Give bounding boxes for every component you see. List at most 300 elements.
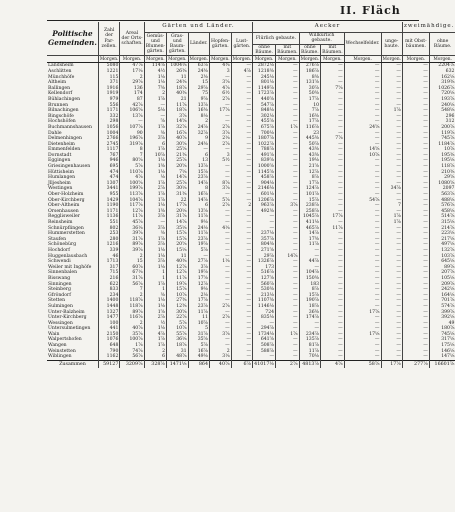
cell-value: —: [402, 63, 429, 69]
cell-value: 100: [98, 321, 119, 327]
cell-value: 2: [120, 321, 144, 327]
cell-value: 2872⅛: [253, 63, 276, 69]
cell-value: 118⅞: [120, 298, 144, 304]
cell-value: 8: [120, 147, 144, 153]
gemeinde-name: Ballingen: [48, 85, 71, 91]
cell-value: —: [402, 169, 429, 175]
cell-value: 24⅜: [188, 69, 209, 75]
cell-value: —: [210, 175, 232, 181]
cell-value: —: [321, 158, 345, 164]
cell-value: 1429: [98, 197, 119, 203]
cell-value: —: [381, 304, 402, 310]
cell-value: 106⅝: [120, 108, 144, 114]
cell-value: —: [231, 242, 252, 248]
cell-value: —: [402, 287, 429, 293]
cell-value: 440⅝: [253, 97, 276, 103]
cell-value: 19⅛: [299, 158, 320, 164]
cell-value: —: [402, 86, 429, 92]
gemeinde-name: Schnürpflingen: [48, 225, 84, 231]
cell-value: ⅜: [144, 231, 166, 237]
col-willk-mit: mit Bäumen.: [322, 44, 343, 55]
cell-value: 4⅞: [144, 332, 166, 338]
cell-value: —: [321, 142, 345, 148]
cell-value: 16⅜: [188, 108, 209, 114]
cell-value: 1107⅜: [253, 298, 276, 304]
cell-value: —: [231, 192, 252, 198]
cell-value: 164⅛: [429, 293, 455, 299]
cell-value: 50⅜: [299, 91, 320, 97]
cell-value: —: [321, 91, 345, 97]
col-lust: Lust-gärten.: [231, 33, 252, 56]
cell-value: —: [402, 298, 429, 304]
cell-value: —: [210, 265, 232, 271]
cell-value: 14⅞: [167, 175, 188, 181]
total-value: 58⅞: [344, 360, 381, 368]
gemeinde-name: Schwendi: [48, 259, 71, 265]
cell-value: 1307: [98, 181, 119, 187]
gemeinde-name: Brunnen: [48, 102, 69, 108]
cell-value: —: [344, 186, 381, 192]
cell-value: 1076: [98, 337, 119, 343]
unit-label: Morgen.: [276, 56, 300, 63]
cell-value: 5⅞: [188, 343, 209, 349]
cell-value: —: [321, 242, 345, 248]
cell-value: —: [381, 153, 402, 159]
cell-value: —: [344, 253, 381, 259]
col-mit-obst: mit Obst-bäumen.: [402, 33, 429, 56]
cell-value: 11⅞: [167, 276, 188, 282]
cell-value: —: [321, 332, 345, 338]
cell-value: —: [321, 281, 345, 287]
cell-value: —: [344, 119, 381, 125]
cell-value: —: [402, 153, 429, 159]
cell-value: 47⅞: [120, 63, 144, 69]
cell-value: —: [276, 158, 300, 164]
cell-value: 1045⅞: [299, 214, 320, 220]
cell-value: —: [210, 214, 232, 220]
cell-value: 23⅞: [188, 237, 209, 243]
cell-value: 724: [253, 309, 276, 315]
cell-value: 104⅞: [120, 197, 144, 203]
cell-value: —: [276, 293, 300, 299]
cell-value: 15⅞: [167, 237, 188, 243]
cell-value: 16⅞: [167, 130, 188, 136]
gemeinde-name: Delmenhingen: [48, 136, 82, 142]
cell-value: 118⅞: [429, 164, 455, 170]
cell-value: 1⅞: [144, 237, 166, 243]
cell-value: —: [344, 142, 381, 148]
cell-value: 315⅛: [429, 220, 455, 226]
cell-value: —: [276, 86, 300, 92]
cell-value: —: [321, 97, 345, 103]
cell-value: 5080: [98, 63, 119, 69]
cell-value: 551: [98, 220, 119, 226]
cell-value: 234⅞: [299, 332, 320, 338]
cell-value: —: [210, 114, 232, 120]
cell-value: —: [231, 169, 252, 175]
gemeinde-name: Wain: [48, 331, 60, 337]
gemeinde-name: Dornstadt: [48, 152, 72, 158]
cell-value: 1⅞: [276, 125, 300, 131]
cell-value: —: [276, 270, 300, 276]
cell-value: 242⅛: [429, 287, 455, 293]
cell-value: 13⅝: [188, 209, 209, 215]
cell-value: 4⅜: [210, 63, 232, 69]
cell-value: —: [231, 158, 252, 164]
cell-value: —: [381, 276, 402, 282]
cell-value: —: [402, 69, 429, 75]
cell-value: 979: [98, 97, 119, 103]
cell-value: 1⅛: [144, 203, 166, 209]
cell-value: —: [276, 248, 300, 254]
cell-value: —: [321, 114, 345, 120]
cell-value: —: [276, 231, 300, 237]
cell-value: —: [344, 97, 381, 103]
cell-value: 492⅜: [253, 209, 276, 215]
cell-value: 11⅞: [299, 242, 320, 248]
cell-value: —: [321, 237, 345, 243]
cell-value: 3441: [98, 186, 119, 192]
cell-value: —: [344, 237, 381, 243]
cell-value: —: [299, 253, 320, 259]
cell-value: —: [231, 343, 252, 349]
cell-value: 11⅞: [321, 225, 345, 231]
cell-value: —: [231, 142, 252, 148]
cell-value: —: [321, 253, 345, 259]
cell-value: —: [210, 231, 232, 237]
cell-value: —: [299, 265, 320, 271]
cell-value: 801⅛: [253, 80, 276, 86]
cell-value: 21: [167, 97, 188, 103]
cell-value: 240⅛: [429, 102, 455, 108]
cell-value: —: [381, 343, 402, 349]
cell-value: 700⅛: [253, 130, 276, 136]
cell-value: —: [402, 108, 429, 114]
cell-value: —: [276, 147, 300, 153]
cell-value: —: [144, 114, 166, 120]
total-value: 3209⅞: [120, 360, 144, 368]
cell-value: —: [402, 326, 429, 332]
cell-value: —: [402, 158, 429, 164]
cell-value: 8⅛: [188, 114, 209, 120]
cell-value: —: [381, 248, 402, 254]
cell-value: —: [381, 125, 402, 131]
cell-value: —: [276, 130, 300, 136]
cell-value: 514⅞: [429, 214, 455, 220]
cell-value: 24⅜: [188, 142, 209, 148]
cell-value: —: [381, 253, 402, 259]
cell-value: 117⅞: [120, 203, 144, 209]
cell-value: 17⅞: [210, 108, 232, 114]
cell-value: 802: [98, 225, 119, 231]
cell-value: 119⅞: [429, 130, 455, 136]
cell-value: —: [402, 225, 429, 231]
cell-value: —: [276, 97, 300, 103]
cell-value: 25⅝: [167, 147, 188, 153]
cell-value: 1⅛: [144, 80, 166, 86]
cell-value: —: [231, 281, 252, 287]
cell-value: —: [381, 80, 402, 86]
cell-value: 465⅞: [299, 225, 320, 231]
cell-value: 7⅜: [144, 86, 166, 92]
cell-value: 195⅛: [429, 158, 455, 164]
cell-value: 4½: [144, 69, 166, 75]
cell-value: 2204⅞: [429, 63, 455, 69]
cell-value: 12⅞: [120, 209, 144, 215]
gemeinde-name: Schönebürg: [48, 242, 77, 248]
cell-value: —: [321, 69, 345, 75]
cell-value: 2766: [98, 136, 119, 142]
cell-value: 12⅜: [167, 304, 188, 310]
cell-value: —: [231, 326, 252, 332]
cell-value: —: [402, 321, 429, 327]
cell-value: 173: [253, 265, 276, 271]
cell-value: 1146⅛: [253, 304, 276, 310]
cell-value: 31⅞: [120, 276, 144, 282]
cell-value: 101⅞: [299, 192, 320, 198]
cell-value: 1056: [98, 125, 119, 131]
cell-value: 6½: [210, 91, 232, 97]
table-body: [47, 63, 455, 368]
unit-label: Morgen.: [120, 56, 144, 63]
total-value: 864: [188, 360, 209, 368]
total-value: 6⅞: [231, 360, 252, 368]
cell-value: 1⅛: [144, 298, 166, 304]
cell-value: 1⅛: [210, 259, 232, 265]
group-gaerten: Gärten und Länder.: [144, 22, 252, 33]
gemeinde-name: Hochshöfen: [48, 119, 76, 125]
cell-value: 17⅝: [188, 276, 209, 282]
cell-value: —: [402, 231, 429, 237]
cell-value: —: [402, 304, 429, 310]
unit-label: Morgen.: [300, 56, 320, 62]
cell-value: 317: [98, 265, 119, 271]
cell-value: 790: [98, 348, 119, 354]
cell-value: —: [381, 231, 402, 237]
cell-value: —: [402, 119, 429, 125]
cell-value: 10⅞: [344, 153, 381, 159]
cell-value: 127⅝: [253, 276, 276, 282]
cell-value: —: [402, 337, 429, 343]
cell-value: 5⅞: [210, 197, 232, 203]
cell-value: 35⅝: [188, 337, 209, 343]
cell-value: 15⅛: [167, 248, 188, 254]
cell-value: —: [344, 321, 381, 327]
cell-value: —: [321, 220, 345, 226]
cell-value: 1026⅞: [429, 86, 455, 92]
cell-value: —: [402, 237, 429, 243]
cell-value: 199⅞: [120, 186, 144, 192]
cell-value: —: [381, 130, 402, 136]
cell-value: —: [231, 86, 252, 92]
gemeinde-name: Walpertshofen: [48, 337, 82, 343]
cell-value: —: [381, 298, 402, 304]
page-title: II. Fläch: [340, 4, 401, 17]
cell-value: 136: [120, 86, 144, 92]
cell-value: —: [321, 293, 345, 299]
cell-value: 2⅞: [210, 203, 232, 209]
unit-label: Morgen.: [99, 56, 119, 62]
cell-value: 14⅞: [167, 220, 188, 226]
cell-value: —: [144, 220, 166, 226]
cell-value: —: [402, 97, 429, 103]
cell-value: 17⅛: [344, 332, 381, 338]
cell-value: —: [276, 164, 300, 170]
cell-value: —: [276, 348, 300, 354]
cell-value: 3⅞: [144, 242, 166, 248]
cell-value: —: [402, 175, 429, 181]
unit-label: Morgen.: [344, 56, 381, 63]
cell-value: 2150: [98, 332, 119, 338]
cell-value: 1⅞: [144, 97, 166, 103]
cell-value: 2⅛: [210, 136, 232, 142]
cell-value: —: [210, 237, 232, 243]
cell-value: 174: [120, 91, 144, 97]
cell-value: 3⅝: [210, 80, 232, 86]
cell-value: 3⅞: [144, 225, 166, 231]
cell-value: 1⅞: [144, 197, 166, 203]
cell-value: —: [321, 203, 345, 209]
cell-value: —: [321, 197, 345, 203]
cell-value: —: [344, 209, 381, 215]
cell-value: 2146⅛: [253, 186, 276, 192]
cell-value: 29⅞: [188, 86, 209, 92]
cell-value: —: [344, 80, 381, 86]
cell-value: 455⅝: [253, 119, 276, 125]
cell-value: —: [210, 298, 232, 304]
cell-value: 15: [120, 259, 144, 265]
cell-value: 10⅞: [188, 321, 209, 327]
cell-value: 30⅛: [167, 186, 188, 192]
total-value: 277⅞: [402, 360, 429, 368]
cell-value: 701⅞: [429, 298, 455, 304]
cell-value: 641⅝: [253, 337, 276, 343]
cell-value: —: [276, 197, 300, 203]
cell-value: 12⅞: [167, 270, 188, 276]
cell-value: 11⅞: [188, 214, 209, 220]
cell-value: —: [402, 343, 429, 349]
gemeinde-name: Kellendorf: [48, 91, 73, 97]
col-laender: Länder.: [188, 33, 209, 56]
cell-value: 11: [167, 253, 188, 259]
cell-value: 3⅞: [144, 259, 166, 265]
cell-value: 7: [120, 153, 144, 159]
cell-value: 12⅞: [299, 169, 320, 175]
cell-value: —: [231, 321, 252, 327]
cell-value: 4⅞: [210, 86, 232, 92]
cell-value: 2⅞: [144, 315, 166, 321]
cell-value: 200⅞: [429, 125, 455, 131]
cell-value: 833: [98, 287, 119, 293]
cell-value: —: [231, 293, 252, 299]
cell-value: 81⅞: [299, 343, 320, 349]
cell-value: 1⅞: [144, 337, 166, 343]
cell-value: —: [402, 164, 429, 170]
gemeinde-name: Wangen: [48, 343, 67, 349]
cell-value: 904⅛: [253, 181, 276, 187]
cell-value: —: [402, 293, 429, 299]
cell-value: 548⅛: [429, 108, 455, 114]
cell-value: —: [231, 130, 252, 136]
cell-value: 35⅛: [167, 225, 188, 231]
cell-value: 2097: [429, 186, 455, 192]
cell-value: 1136: [98, 214, 119, 220]
cell-value: —: [231, 153, 252, 159]
cell-value: —: [276, 181, 300, 187]
cell-value: 6: [188, 153, 209, 159]
cell-value: 31: [167, 348, 188, 354]
cell-value: —: [344, 69, 381, 75]
cell-value: 319⅜: [429, 80, 455, 86]
cell-value: 445⅜: [299, 136, 320, 142]
cell-value: 22⅞: [167, 315, 188, 321]
cell-value: —: [381, 309, 402, 315]
cell-value: —: [231, 276, 252, 282]
cell-value: —: [231, 231, 252, 237]
cell-value: —: [231, 348, 252, 354]
cell-value: 14⅞: [299, 231, 320, 237]
cell-value: 5⅞: [167, 321, 188, 327]
cell-value: 7⅝: [321, 86, 345, 92]
cell-value: 3⅞: [144, 136, 166, 142]
cell-value: 1⅛: [144, 265, 166, 271]
cell-value: —: [276, 343, 300, 349]
cell-value: 39⅞: [120, 248, 144, 254]
cell-value: —: [344, 270, 381, 276]
cell-value: —: [276, 321, 300, 327]
col-wechsel: Wechselfelder.: [344, 33, 381, 56]
cell-value: —: [344, 91, 381, 97]
cell-value: 135⅞: [299, 337, 320, 343]
cell-value: 56⅞: [120, 281, 144, 287]
cell-value: —: [402, 248, 429, 254]
cell-value: 6: [188, 203, 209, 209]
table-row: [47, 214, 455, 220]
cell-value: —: [276, 287, 300, 293]
cell-value: 2⅛: [188, 293, 209, 299]
cell-value: 29⅞: [253, 253, 276, 259]
cell-value: 216: [98, 276, 119, 282]
cell-value: —: [381, 175, 402, 181]
cell-value: —: [276, 153, 300, 159]
cell-value: 31⅜: [167, 192, 188, 198]
cell-value: 2⅞: [210, 304, 232, 310]
cell-value: —: [381, 209, 402, 215]
cell-value: —: [276, 119, 300, 125]
cell-value: 648: [98, 343, 119, 349]
cell-value: 36⅜: [299, 309, 320, 315]
gemeinde-name: Ober-Holzheim: [48, 192, 84, 198]
cell-value: 113⅞: [120, 192, 144, 198]
cell-value: 1⅛: [144, 248, 166, 254]
cell-value: 319⅞: [120, 142, 144, 148]
cell-value: —: [402, 276, 429, 282]
cell-value: 40⅜: [167, 91, 188, 97]
cell-value: 87: [120, 97, 144, 103]
cell-value: 45⅞: [120, 220, 144, 226]
gemeinde-name: Dahle: [48, 130, 62, 136]
cell-value: 745⅞: [429, 136, 455, 142]
table-row: [47, 108, 455, 114]
cell-value: 1184⅞: [429, 142, 455, 148]
cell-value: —: [381, 281, 402, 287]
cell-value: —: [344, 192, 381, 198]
cell-value: —: [210, 326, 232, 332]
cell-value: —: [210, 209, 232, 215]
cell-value: 15⅞: [167, 231, 188, 237]
cell-value: 1⅞: [144, 281, 166, 287]
cell-value: 110⅞: [120, 169, 144, 175]
